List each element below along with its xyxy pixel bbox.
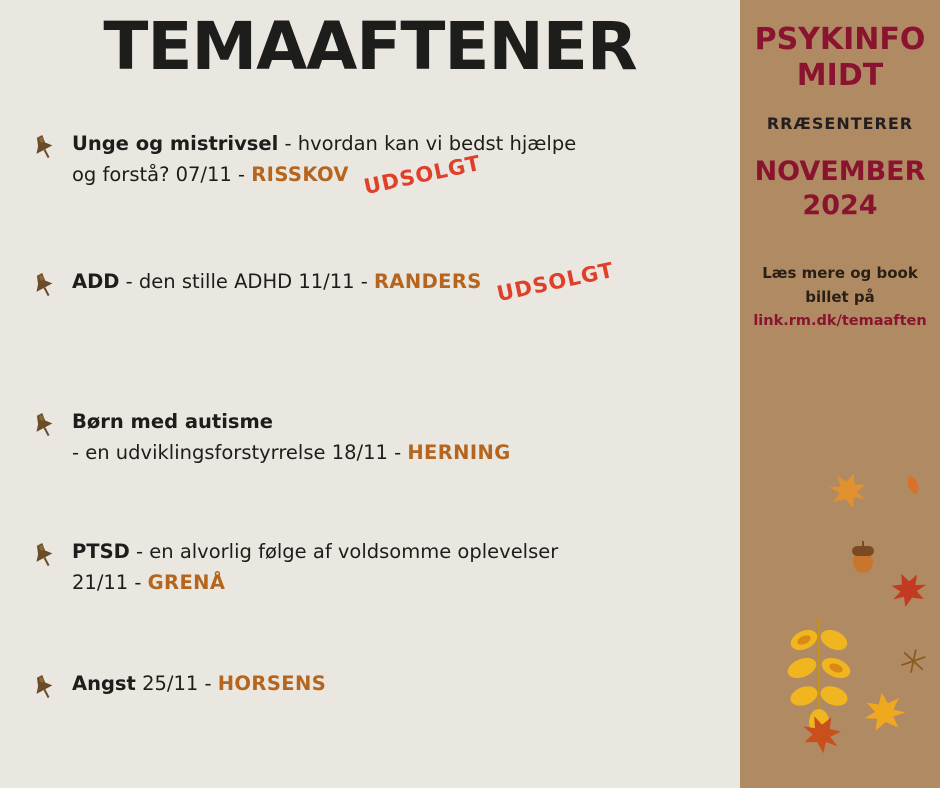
event-city: RISSKOV xyxy=(251,163,349,186)
booking-info xyxy=(740,261,940,333)
event-line-1 xyxy=(72,128,716,159)
brand-line-2: MIDT xyxy=(796,58,884,93)
event-line-2 xyxy=(72,437,716,468)
event-line-1 xyxy=(72,257,716,307)
event-date: 25/11 - xyxy=(135,672,218,695)
event-subtitle: - hvordan kan vi bedst hjælpe xyxy=(278,132,577,155)
maple-leaf-icon xyxy=(820,465,875,524)
status-badge: UDSOLGT xyxy=(494,257,616,307)
event-line-2 xyxy=(72,150,716,200)
event-subtitle: - en alvorlig følge af voldsomme oplevelser xyxy=(129,540,559,563)
month-label: NOVEMBER xyxy=(754,156,926,187)
booking-link[interactable]: link.rm.dk/temaaften xyxy=(753,313,927,329)
presents-label: RRÆSENTERER xyxy=(766,114,914,133)
event-date: 21/11 - xyxy=(72,571,148,594)
page-title: TEMAAFTENER xyxy=(103,8,637,85)
event-title: Børn med autisme xyxy=(72,410,274,433)
event-line-2 xyxy=(72,567,716,598)
event-title: Unge og mistrivsel xyxy=(72,132,279,155)
pushpin-icon xyxy=(28,270,58,300)
list-item[interactable] xyxy=(0,668,740,758)
event-line-1 xyxy=(72,536,716,567)
pushpin-icon xyxy=(28,132,58,162)
sidebar xyxy=(740,0,940,788)
autumn-decoration xyxy=(740,450,940,788)
event-line-1 xyxy=(72,668,716,699)
event-city: HERNING xyxy=(407,441,511,464)
pushpin-icon xyxy=(28,672,58,702)
booking-line-2: billet på xyxy=(805,288,875,306)
event-city: HORSENS xyxy=(217,672,327,695)
event-subtitle: - den stille ADHD 11/11 - xyxy=(119,270,374,293)
pushpin-icon xyxy=(28,540,58,570)
events-list xyxy=(0,128,740,758)
event-date: og forstå? 07/11 - xyxy=(72,163,252,186)
leaf-icon xyxy=(897,644,930,683)
pushpin-icon xyxy=(28,410,58,440)
event-title: Angst xyxy=(72,672,136,695)
brand-line-1: PSYKINFO xyxy=(754,22,926,57)
date-block xyxy=(740,155,940,223)
small-leaf-icon xyxy=(897,465,929,504)
brand-name xyxy=(740,22,940,94)
maple-leaf-icon xyxy=(882,564,937,622)
status-badge: UDSOLGT xyxy=(361,150,484,200)
maple-leaf-icon xyxy=(859,687,912,745)
event-city: GRENÅ xyxy=(147,571,226,594)
list-item[interactable] xyxy=(0,257,740,406)
event-city: RANDERS xyxy=(373,270,482,293)
list-item[interactable] xyxy=(0,536,740,668)
event-line-1 xyxy=(72,406,716,437)
event-title: PTSD xyxy=(72,540,130,563)
list-item[interactable] xyxy=(0,406,740,536)
year-label: 2024 xyxy=(802,190,878,221)
event-title: ADD xyxy=(72,270,120,293)
event-date: - en udviklingsforstyrrelse 18/11 - xyxy=(72,441,408,464)
acorn-icon xyxy=(848,540,878,580)
list-item[interactable] xyxy=(0,128,740,266)
booking-line-1: Læs mere og book xyxy=(762,264,918,282)
